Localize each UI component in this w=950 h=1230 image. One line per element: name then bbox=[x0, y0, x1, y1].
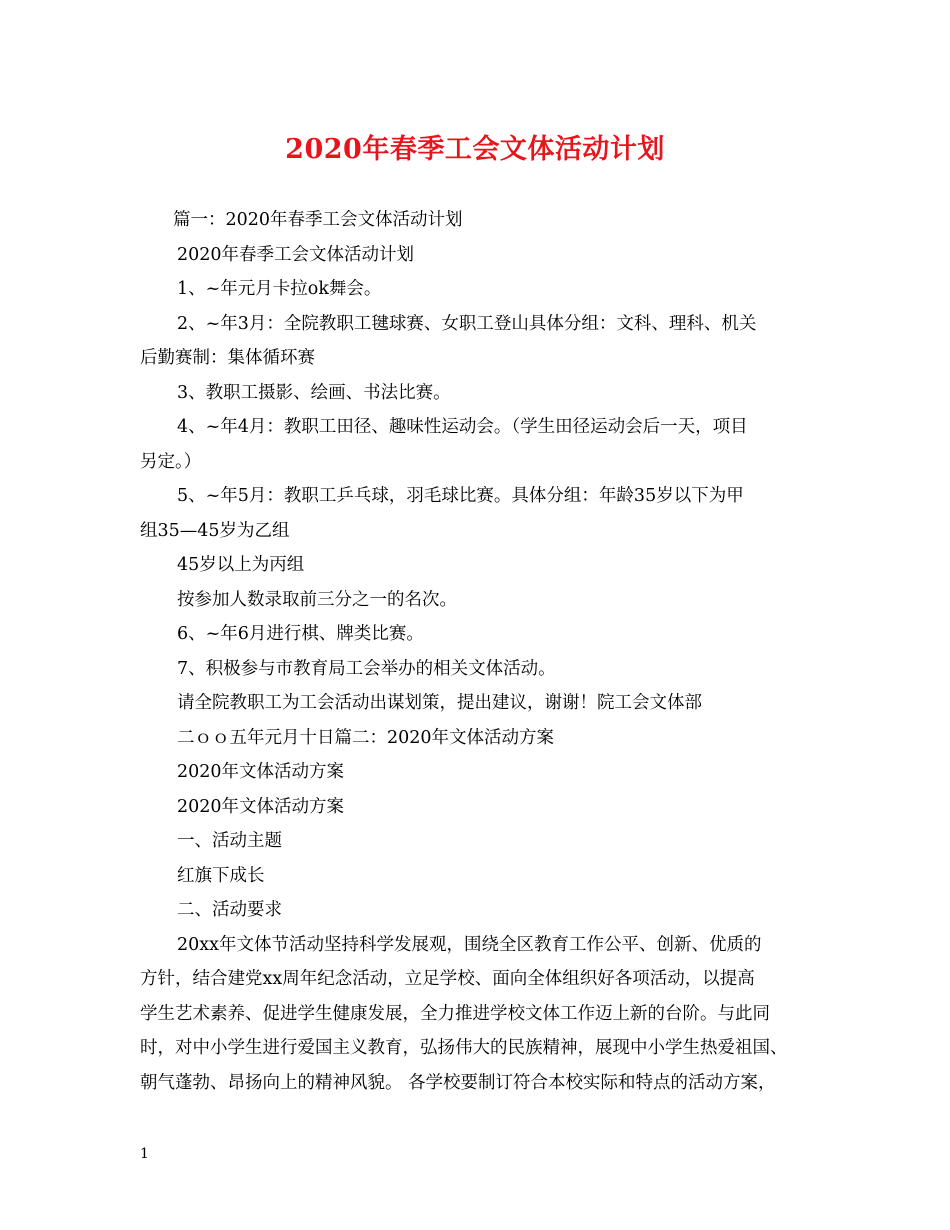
section-heading: 篇一：2020年春季工会文体活动计划 bbox=[173, 210, 463, 230]
body-line: 45岁以上为丙组 bbox=[177, 555, 305, 575]
list-item: 6、~年6月进行棋、牌类比赛。 bbox=[177, 624, 424, 644]
list-item: 1、~年元月卡拉ok舞会。 bbox=[177, 279, 382, 299]
body-line: 请全院教职工为工会活动出谋划策，提出建议，谢谢！院工会文体部 bbox=[177, 693, 702, 713]
page-number: 1 bbox=[140, 1146, 149, 1162]
section-heading: 2020年文体活动方案 bbox=[177, 796, 345, 817]
body-line: 按参加人数录取前三分之一的名次。 bbox=[177, 589, 457, 610]
section-heading: 2020年文体活动方案 bbox=[177, 762, 345, 782]
list-item: 4、~年4月：教职工田径、趣味性运动会。（学生田径运动会后一天，项目 bbox=[177, 417, 748, 437]
body-line: 另定。） bbox=[140, 451, 202, 472]
body-line: 二ｏｏ五年元月十日篇二：2020年文体活动方案 bbox=[177, 727, 555, 748]
body-line: 学生艺术素养、促进学生健康发展，全力推进学校文体工作迈上新的台阶。与此同 bbox=[140, 1003, 770, 1024]
document-body bbox=[140, 203, 815, 1100]
body-line: 红旗下成长 bbox=[177, 865, 265, 886]
section-heading: 二、活动要求 bbox=[177, 900, 282, 920]
section-heading: 一、活动主题 bbox=[177, 831, 282, 851]
body-line: 时，对中小学生进行爱国主义教育，弘扬伟大的民族精神，展现中小学生热爱祖国、 bbox=[140, 1038, 788, 1058]
body-line: 后勤赛制：集体循环赛 bbox=[140, 348, 315, 368]
list-item: 3、教职工摄影、绘画、书法比赛。 bbox=[177, 382, 451, 403]
body-line: 朝气蓬勃、昂扬向上的精神风貌。 各学校要制订符合本校实际和特点的活动方案， bbox=[140, 1072, 776, 1093]
list-item: 2、~年3月：全院教职工毽球赛、女职工登山具体分组：文科、理科、机关 bbox=[177, 313, 757, 334]
document-title: 2020年春季工会文体活动计划 bbox=[285, 134, 665, 165]
body-line: 组35—45岁为乙组 bbox=[140, 520, 290, 541]
body-line: 方针，结合建党xx周年纪念活动，立足学校、面向全体组织好各项活动，以提高 bbox=[140, 969, 755, 989]
list-item: 7、积极参与市教育局工会举办的相关文体活动。 bbox=[177, 658, 556, 679]
body-line: 20xx年文体节活动坚持科学发展观，围绕全区教育工作公平、创新、优质的 bbox=[177, 934, 762, 955]
list-item: 5、~年5月：教职工乒乓球，羽毛球比赛。具体分组：年龄35岁以下为甲 bbox=[177, 486, 744, 506]
body-line: 2020年春季工会文体活动计划 bbox=[177, 244, 415, 265]
